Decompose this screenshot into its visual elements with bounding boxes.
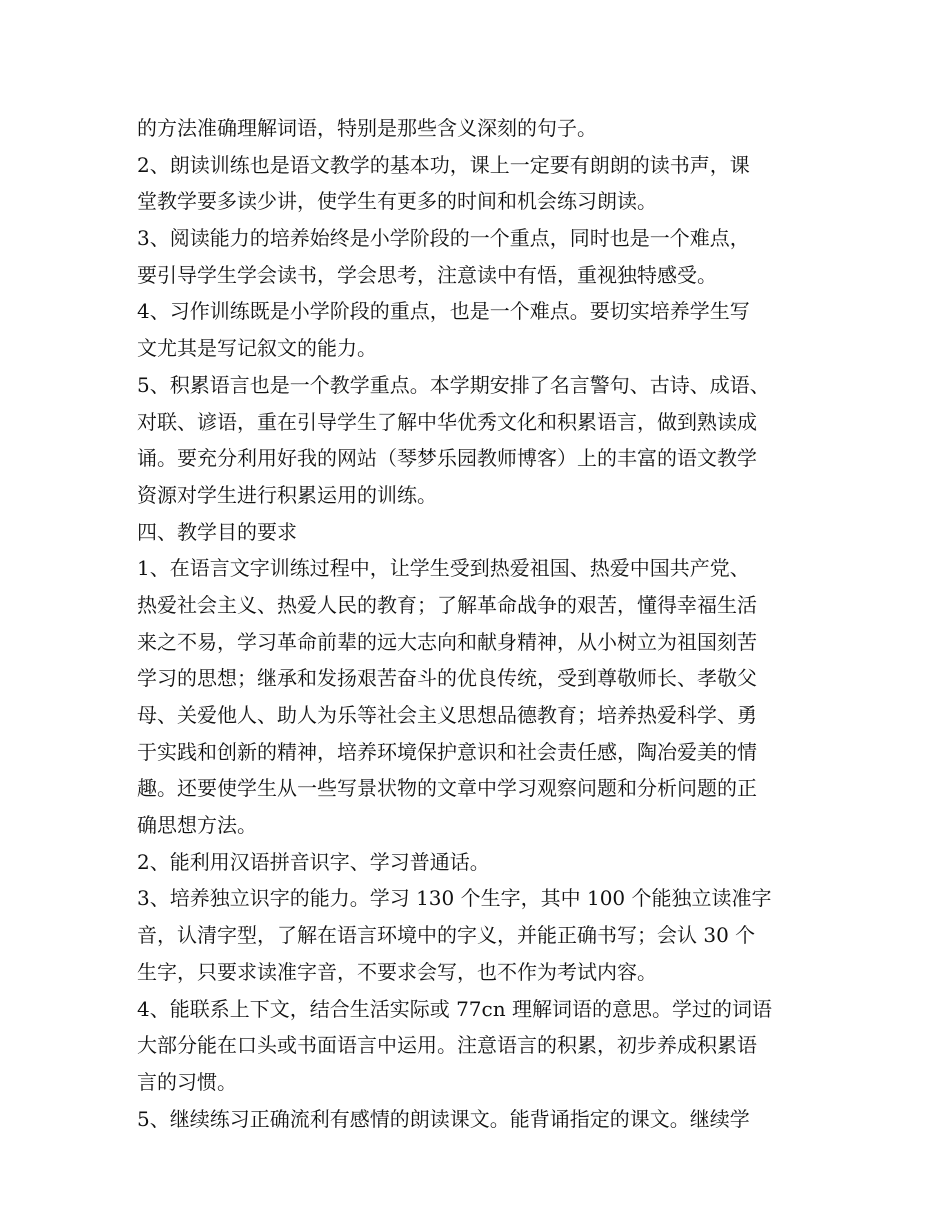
text-line: 5、积累语言也是一个教学重点。本学期安排了名言警句、古诗、成语、 bbox=[137, 372, 770, 397]
text-line: 四、教学目的要求 bbox=[137, 519, 297, 544]
text-line: 4、能联系上下文，结合生活实际或 77cn 理解词语的意思。学过的词语 bbox=[137, 996, 772, 1021]
text-line: 资源对学生进行积累运用的训练。 bbox=[137, 482, 437, 507]
text-line: 热爱社会主义、热爱人民的教育；了解革命战争的艰苦，懂得幸福生活 bbox=[137, 592, 757, 617]
document-body bbox=[137, 110, 837, 1137]
text-line: 5、继续练习正确流利有感情的朗读课文。能背诵指定的课文。继续学 bbox=[137, 1106, 750, 1131]
text-line: 诵。要充分利用好我的网站（琴梦乐园教师博客）上的丰富的语文教学 bbox=[137, 446, 757, 471]
text-line: 来之不易，学习革命前辈的远大志向和献身精神，从小树立为祖国刻苦 bbox=[137, 629, 757, 654]
text-line: 的方法准确理解词语，特别是那些含义深刻的句子。 bbox=[137, 116, 597, 140]
text-line: 确思想方法。 bbox=[137, 813, 257, 838]
text-line: 趣。还要使学生从一些写景状物的文章中学习观察问题和分析问题的正 bbox=[137, 776, 757, 801]
text-line: 3、阅读能力的培养始终是小学阶段的一个重点，同时也是一个难点， bbox=[137, 226, 750, 251]
text-line: 学习的思想；继承和发扬艰苦奋斗的优良传统，受到尊敬师长、孝敬父 bbox=[137, 666, 757, 691]
text-line: 2、朗读训练也是语文教学的基本功，课上一定要有朗朗的读书声，课 bbox=[137, 152, 750, 177]
text-line: 4、习作训练既是小学阶段的重点，也是一个难点。要切实培养学生写 bbox=[137, 299, 750, 324]
text-line: 堂教学要多读少讲，使学生有更多的时间和机会练习朗读。 bbox=[137, 189, 657, 214]
text-line: 2、能利用汉语拼音识字、学习普通话。 bbox=[137, 849, 490, 874]
text-line: 言的习惯。 bbox=[137, 1069, 237, 1094]
text-line: 大部分能在口头或书面语言中运用。注意语言的积累，初步养成积累语 bbox=[137, 1033, 757, 1058]
text-line: 文尤其是写记叙文的能力。 bbox=[137, 336, 377, 361]
text-line: 对联、谚语，重在引导学生了解中华优秀文化和积累语言，做到熟读成 bbox=[137, 409, 757, 434]
text-line: 要引导学生学会读书，学会思考，注意读中有悟，重视独特感受。 bbox=[137, 262, 717, 287]
text-line: 3、培养独立识字的能力。学习 130 个生字，其中 100 个能独立读准字 bbox=[137, 886, 772, 911]
text-line: 于实践和创新的精神，培养环境保护意识和社会责任感，陶冶爱美的情 bbox=[137, 739, 757, 764]
text-line: 生字，只要求读准字音，不要求会写，也不作为考试内容。 bbox=[137, 959, 657, 984]
text-line: 音，认清字型，了解在语言环境中的字义，并能正确书写；会认 30 个 bbox=[137, 923, 756, 948]
text-line: 1、在语言文字训练过程中，让学生受到热爱祖国、热爱中国共产党、 bbox=[137, 556, 750, 581]
text-line: 母、关爱他人、助人为乐等社会主义思想品德教育；培养热爱科学、勇 bbox=[137, 703, 757, 727]
